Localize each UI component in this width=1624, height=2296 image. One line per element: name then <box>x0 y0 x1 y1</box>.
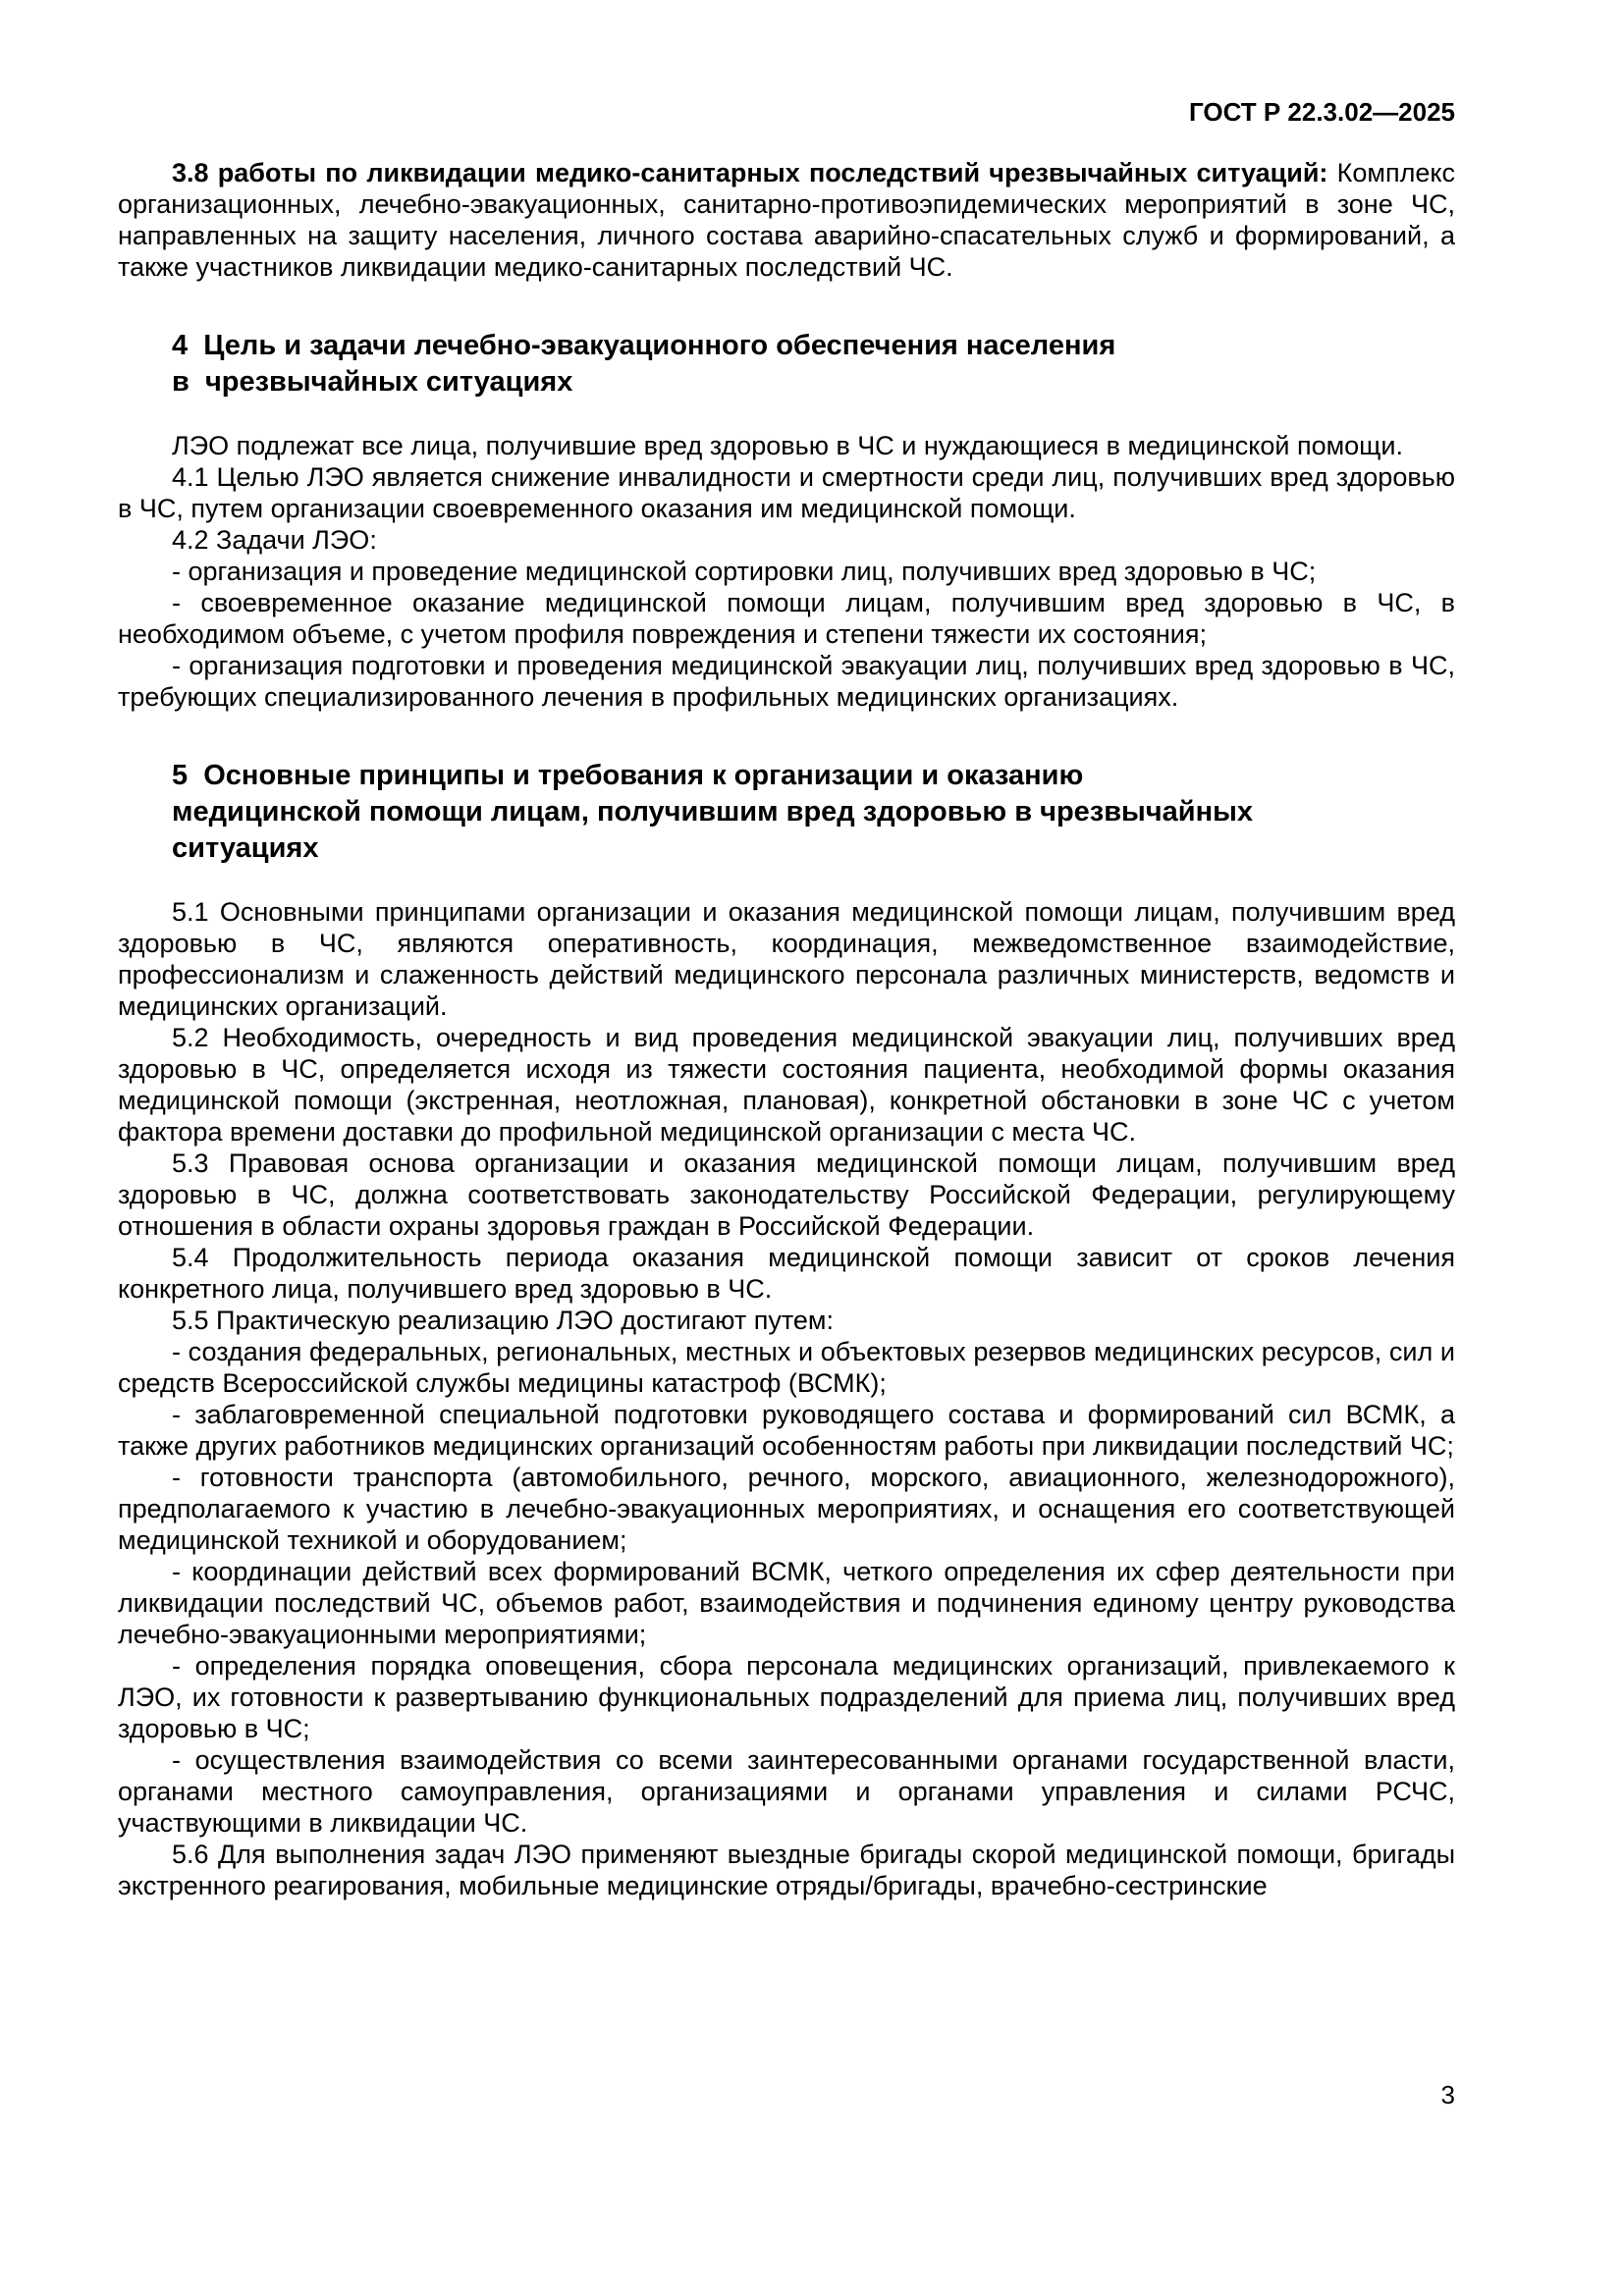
list-item: - осуществления взаимодействия со всеми заинтересованными органами государственной власти, органами местного самоуправления, организациями и органами управления и силами РСЧС, участвующими в ликвидации ЧС. <box>118 1745 1455 1838</box>
paragraph: 5.3 Правовая основа организации и оказания медицинской помощи лицам, получившим вред здоровью в ЧС, должна соответствовать законодательству Российской Федерации, регулирующему отношения в области охраны здоровья граждан в Российской Федерации. <box>118 1148 1455 1241</box>
paragraph: 4.2 Задачи ЛЭО: <box>172 525 377 555</box>
list-item: - заблаговременной специальной подготовки руководящего состава и формирований сил ВСМК, а также других работников медицинских организаций особенностям работы при ликвидации последствий ЧС; <box>118 1400 1455 1461</box>
paragraph: 4.1 Целью ЛЭО является снижение инвалидности и смертности среди лиц, получивших вред здоровью в ЧС, путем организации своевременного оказания им медицинской помощи. <box>118 462 1455 523</box>
section-4-heading <box>118 328 1455 400</box>
list-item: - готовности транспорта (автомобильного, речного, морского, авиационного, железнодорожного), предполагаемого к участию в лечебно-эвакуационных мероприятиях, и оснащения его соответствующей медицинской техникой и оборудованием; <box>118 1463 1455 1555</box>
paragraph: 5.2 Необходимость, очередность и вид проведения медицинской эвакуации лиц, получивших вред здоровью в ЧС, определяется исходя из тяжести состояния пациента, необходимой формы оказания медицинской помощи (экстренная, неотложная, плановая), конкретной обстановки в зоне ЧС с учетом фактора времени доставки до профильной медицинской организации с места ЧС. <box>118 1023 1455 1147</box>
list-item: - организация подготовки и проведения медицинской эвакуации лиц, получивших вред здоровью в ЧС, требующих специализированного лечения в профильных медицинских организациях. <box>118 651 1455 712</box>
list-item: - организация и проведение медицинской сортировки лиц, получивших вред здоровью в ЧС; <box>172 557 1317 586</box>
heading-line: ситуациях <box>172 832 319 864</box>
paragraph: 5.6 Для выполнения задач ЛЭО применяют выездные бригады скорой медицинской помощи, бригады экстренного реагирования, мобильные медицинские отряды/бригады, врачебно-сестринские <box>118 1840 1455 1900</box>
heading-line: в чрезвычайных ситуациях <box>172 366 573 398</box>
heading-line: 5 Основные принципы и требования к организации и оказанию <box>172 760 1084 791</box>
paragraph: ЛЭО подлежат все лица, получившие вред здоровью в ЧС и нуждающиеся в медицинской помощи. <box>172 431 1403 460</box>
list-item: - координации действий всех формирований ВСМК, четкого определения их сфер деятельности при ликвидации последствий ЧС, объемов работ, взаимодействия и подчинения единому центру руководства лечебно-эвакуационными мероприятиями; <box>118 1557 1455 1649</box>
page-number: 3 <box>1440 2080 1455 2109</box>
list-item: - своевременное оказание медицинской помощи лицам, получившим вред здоровью в ЧС, в необходимом объеме, с учетом профиля повреждения и степени тяжести их состояния; <box>118 588 1455 649</box>
section-5-heading <box>118 758 1455 867</box>
paragraph: 5.4 Продолжительность периода оказания медицинской помощи зависит от сроков лечения конкретного лица, получившего вред здоровью в ЧС. <box>118 1243 1455 1304</box>
heading-line: 4 Цель и задачи лечебно-эвакуационного обеспечения населения <box>172 330 1116 361</box>
list-item: - определения порядка оповещения, сбора персонала медицинских организаций, привлекаемого к ЛЭО, их готовности к развертыванию функциональных подразделений для приема лиц, получивших вред здоровью в ЧС; <box>118 1651 1455 1743</box>
paragraph: 5.5 Практическую реализацию ЛЭО достигают путем: <box>172 1306 834 1335</box>
definition-term: 3.8 работы по ликвидации медико-санитарных последствий чрезвычайных ситуаций: <box>172 158 1337 187</box>
definition-text: Комплекс организационных, лечебно-эвакуационных, санитарно-противоэпидемических мероприятий в зоне ЧС, направленных на защиту населения, личного состава аварийно-спасательных служб и формирований, а также участников ликвидации медико-санитарных последствий ЧС. <box>118 158 1455 282</box>
definition-paragraph-3-8 <box>118 157 1455 283</box>
list-item: - создания федеральных, региональных, местных и объектовых резервов медицинских ресурсов, сил и средств Всероссийской службы медицины катастроф (ВСМК); <box>118 1337 1455 1398</box>
heading-line: медицинской помощи лицам, получившим вред здоровью в чрезвычайных <box>172 796 1253 828</box>
paragraph: 5.1 Основными принципами организации и оказания медицинской помощи лицам, получившим вред здоровью в ЧС, являются оперативность, координация, межведомственное взаимодействие, профессионализм и слаженность действий медицинского персонала различных министерств, ведомств и медицинских организаций. <box>118 897 1455 1021</box>
document-code: ГОСТ Р 22.3.02—2025 <box>1188 97 1455 127</box>
